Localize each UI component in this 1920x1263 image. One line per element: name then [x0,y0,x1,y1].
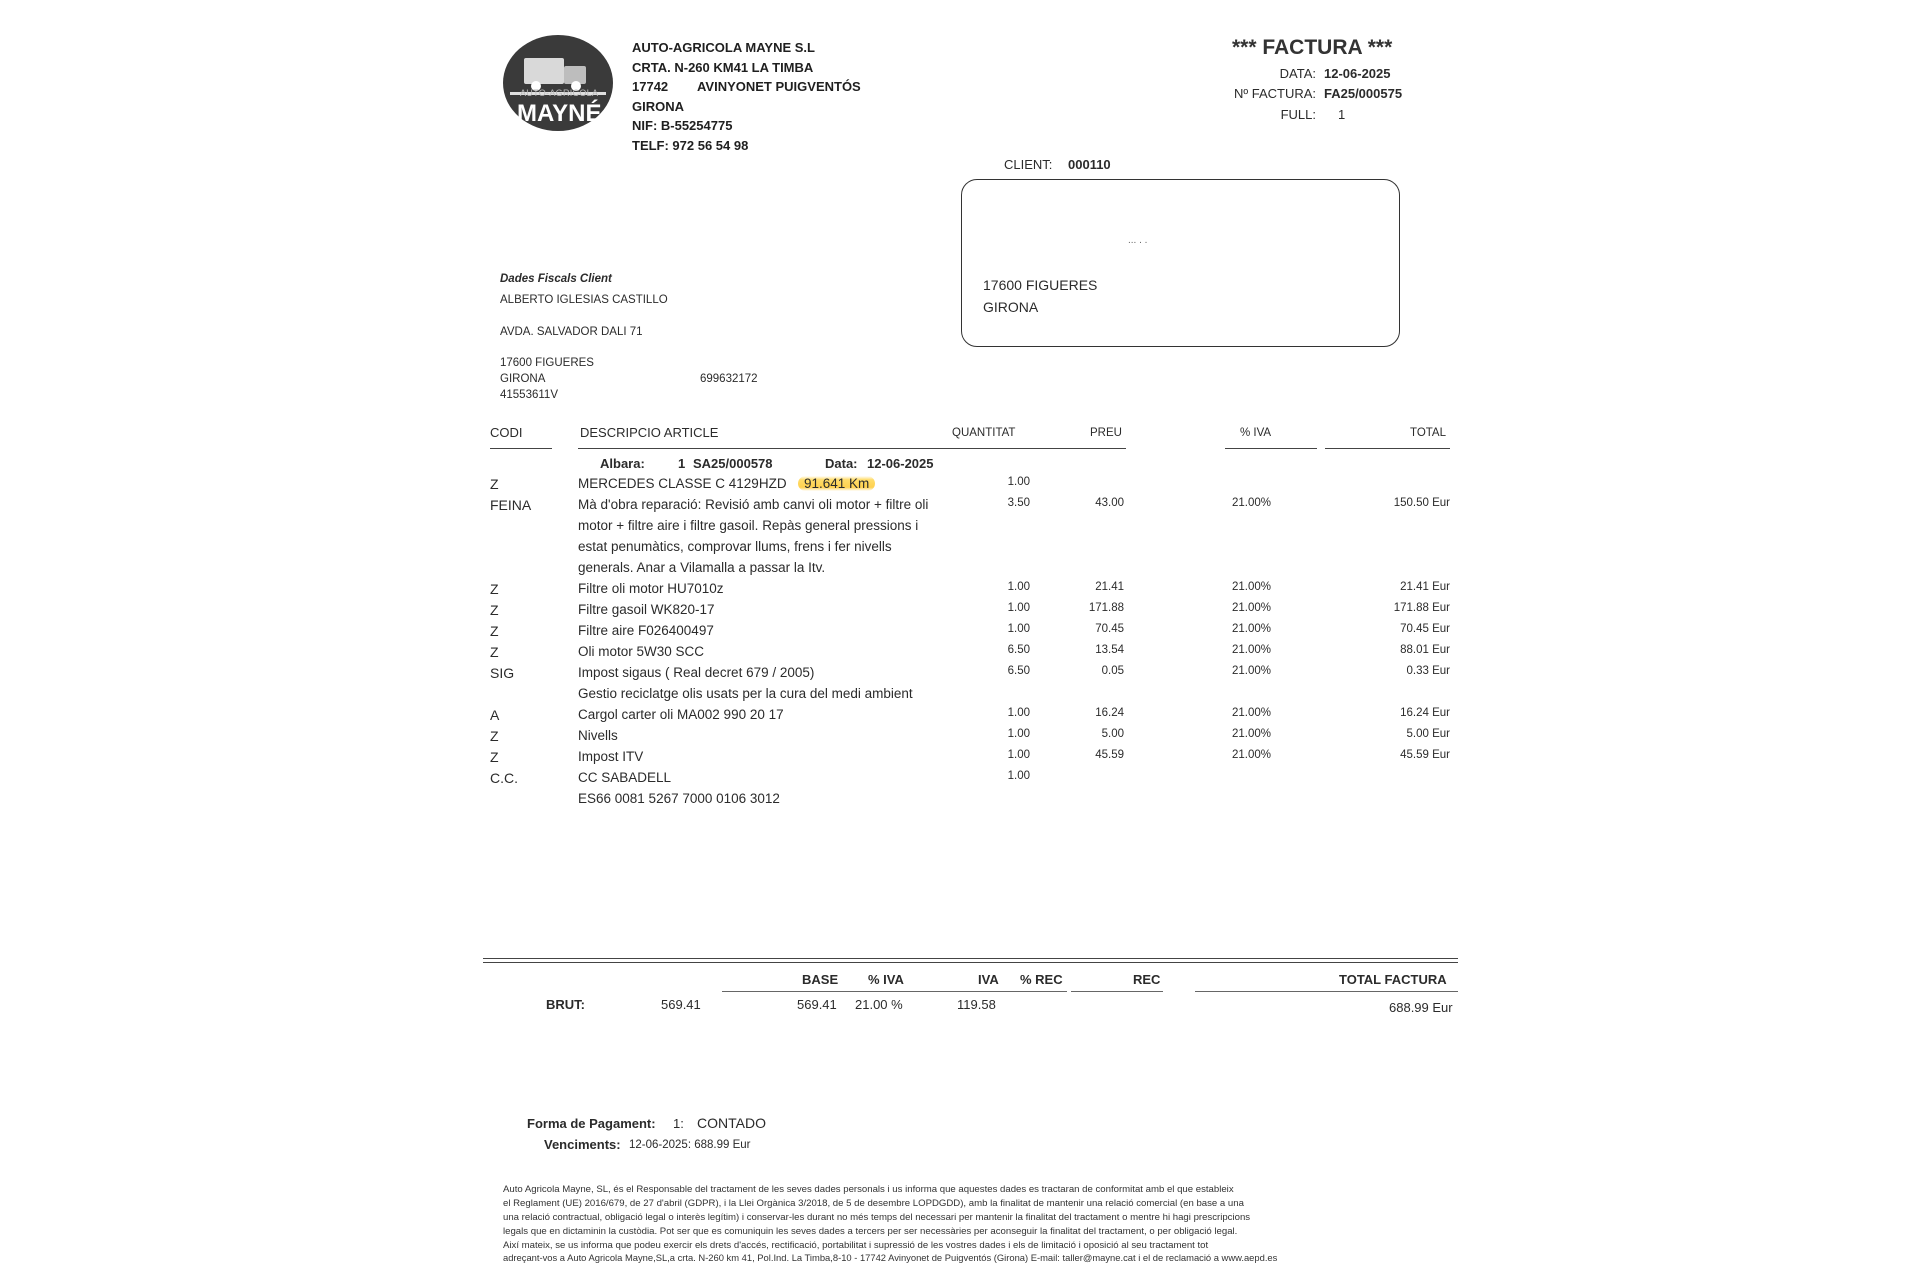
row-qty: 1.00 [1007,770,1030,782]
table-row [0,749,1920,770]
col-header-total: TOTAL [1410,427,1446,439]
base-value: 569.41 [797,997,837,1012]
brut-value: 569.41 [661,997,701,1012]
fiscal-heading: Dades Fiscals Client [500,273,612,285]
table-row [0,770,1920,791]
row-total: 16.24 Eur [1400,707,1450,719]
labour-price: 43.00 [1095,497,1124,509]
labour-code: FEINA [490,497,532,513]
row-desc: Oli motor 5W30 SCC [578,644,705,659]
row-desc: Gestio reciclatge olis usats per la cura del medi ambient [578,686,913,701]
payment-code: 1: [673,1116,684,1131]
company-phone: TELF: 972 56 54 98 [632,138,749,153]
col-header-price: PREU [1090,427,1122,439]
company-nif: NIF: B-55254775 [632,118,733,133]
company-city: AVINYONET PUIGVENTÓS [697,79,861,94]
row-price: 16.24 [1095,707,1124,719]
invoice-title: *** FACTURA *** [1232,36,1393,59]
client-code: 000110 [1068,157,1111,172]
legal-line-3: una relació contractual, obligació legal o interès legítim) i conservar-les durant no més temps del necessari per mantenir la finalitat del tractament o mentre hi hagi prescripcions [503,1212,1251,1223]
vehicle-row [0,476,1920,497]
table-row [0,665,1920,686]
vehicle-code: Z [490,476,499,492]
invoice-date-label: DATA: [1279,66,1316,81]
invoice-sheet: 1 [1338,107,1346,122]
row-qty: 1.00 [1007,581,1030,593]
table-row [0,728,1920,749]
totals-rule-rec [1071,991,1163,992]
row-price: 45.59 [1095,749,1124,761]
row-qty: 6.50 [1007,665,1030,677]
row-code: A [490,707,500,723]
company-address: CRTA. N-260 KM41 LA TIMBA [632,60,814,75]
row-code: Z [490,728,499,744]
logo-brand-text: MAYNÉ [517,100,602,127]
totals-header-rec-pct: % REC [1020,972,1063,987]
row-iva: 21.00% [1231,728,1271,740]
totals-header-iva: IVA [978,972,999,987]
row-desc: Filtre gasoil WK820-17 [578,602,715,617]
row-total: 0.33 Eur [1406,665,1450,677]
header-rule-desc [578,448,878,449]
labour-qty: 3.50 [1007,497,1030,509]
legal-line-2: el Reglament (UE) 2016/679, de 27 d'abril (GDPR), i la Llei Orgànica 3/2018, de 5 de desembre LOPDGDD), amb la finalitat de mantenir una relació comercial (en base a una [503,1198,1244,1209]
row-total: 5.00 Eur [1406,728,1450,740]
brut-label: BRUT: [546,997,585,1012]
row-desc: Impost ITV [578,749,644,764]
albara-num: 1 [678,456,686,471]
totals-header-iva-pct: % IVA [868,972,904,987]
col-header-desc: DESCRIPCIO ARTICLE [580,425,719,440]
table-row [0,602,1920,623]
row-code: Z [490,749,499,765]
row-desc: ES66 0081 5267 7000 0106 3012 [578,791,780,806]
logo-top-text: AUTO-AGRICOLA [520,88,599,98]
col-header-code: CODI [490,425,523,440]
legal-line-4: legals que en dictaminin la custòdia. Pot ser que es comuniquin les seves dades a tercers per ser necessàries per aconseguir la finalitat del tractament, o per obligació legal. [503,1226,1238,1237]
fiscal-postal: 17600 FIGUERES [500,357,594,369]
row-total: 70.45 Eur [1400,623,1450,635]
header-rule-iva [1225,448,1317,449]
table-row [0,686,1920,707]
labour-line-4: generals. Anar a Vilamalla a passar la Itv. [578,560,826,575]
client-address-box [961,179,1400,347]
row-qty: 1.00 [1007,602,1030,614]
row-code: Z [490,623,499,639]
labour-row-cont [0,518,1920,539]
table-row [0,707,1920,728]
table-row [0,623,1920,644]
row-price: 70.45 [1095,623,1124,635]
row-desc: Impost sigaus ( Real decret 679 / 2005) [578,665,815,680]
row-qty: 1.00 [1007,728,1030,740]
labour-line-3: estat penumàtics, comprovar llums, frens i fer nivells [578,539,892,554]
header-rule-code [490,448,552,449]
payment-method: CONTADO [697,1115,766,1131]
row-price: 21.41 [1095,581,1124,593]
row-qty: 1.00 [1007,623,1030,635]
row-desc: CC SABADELL [578,770,672,785]
row-iva: 21.00% [1231,602,1271,614]
client-box-line1: 17600 FIGUERES [983,277,1098,293]
totals-rule-total [1195,991,1458,992]
iva-value: 119.58 [957,997,996,1012]
labour-iva: 21.00% [1231,497,1271,509]
row-iva: 21.00% [1231,749,1271,761]
fiscal-id: 41553611V [500,389,558,401]
row-code: Z [490,581,499,597]
labour-line-1: Mà d'obra reparació: Revisió amb canvi oli motor + filtre oli [578,497,929,512]
albara-date-label: Data: [825,456,858,471]
invoice-date: 12-06-2025 [1324,66,1391,81]
row-price: 13.54 [1095,644,1124,656]
row-code: SIG [490,665,515,681]
row-iva: 21.00% [1231,581,1271,593]
row-desc: Filtre aire F026400497 [578,623,714,638]
fiscal-phone: 699632172 [700,373,758,385]
row-code: C.C. [490,770,518,786]
col-header-qty: QUANTITAT [952,427,1016,439]
due-label: Venciments: [544,1137,621,1152]
col-header-iva: % IVA [1240,427,1272,439]
table-row [0,644,1920,665]
company-logo [502,34,614,132]
totals-header-rec: REC [1133,972,1161,987]
invoice-number: FA25/000575 [1324,86,1403,101]
fiscal-address: AVDA. SALVADOR DALI 71 [500,326,643,338]
table-row [0,791,1920,812]
invoice-number-label: Nº FACTURA: [1233,86,1316,101]
row-qty: 6.50 [1007,644,1030,656]
row-code: Z [490,644,499,660]
albara-date: 12-06-2025 [867,456,934,471]
labour-row-cont [0,560,1920,581]
row-price: 171.88 [1088,602,1124,614]
totals-header-base: BASE [802,972,839,987]
header-rule-total [1325,448,1450,449]
labour-line-2: motor + filtre aire i filtre gasoil. Repàs general pressions i [578,518,919,533]
totals-rule-left [722,991,1067,992]
fiscal-province: GIRONA [500,373,546,385]
row-total: 171.88 Eur [1393,602,1450,614]
row-code: Z [490,602,499,618]
vehicle-qty: 1.00 [1007,476,1030,488]
row-price: 0.05 [1101,665,1124,677]
albara-label: Albara: [600,456,645,471]
company-name: AUTO-AGRICOLA MAYNE S.L [632,40,815,55]
totals-double-rule-bottom [483,962,1458,963]
total-factura-value: 688.99 Eur [1389,1000,1453,1015]
company-province: GIRONA [632,99,684,114]
row-desc: Cargol carter oli MA002 990 20 17 [578,707,784,722]
client-label: CLIENT: [1004,157,1053,172]
vehicle-desc: MERCEDES CLASSE C 4129HZD [578,476,787,491]
row-qty: 1.00 [1007,749,1030,761]
row-total: 45.59 Eur [1400,749,1450,761]
due-value: 12-06-2025: 688.99 Eur [629,1139,751,1151]
row-price: 5.00 [1101,728,1124,740]
legal-line-1: Auto Agricola Mayne, SL, és el Responsable del tractament de les seves dades personals i us informa que aquestes dades es tractaran de conformitat amb el que estableix [503,1184,1234,1195]
row-desc: Nivells [578,728,618,743]
labour-row [0,497,1920,518]
iva-pct-value: 21.00 % [855,997,903,1012]
labour-total: 150.50 Eur [1393,497,1450,509]
row-iva: 21.00% [1231,665,1271,677]
labour-row-cont [0,539,1920,560]
vehicle-km-highlight: 91.641 Km [798,476,875,491]
totals-header-total: TOTAL FACTURA [1339,972,1447,987]
row-total: 21.41 Eur [1400,581,1450,593]
row-desc: Filtre oli motor HU7010z [578,581,724,596]
fiscal-name: ALBERTO IGLESIAS CASTILLO [500,294,668,306]
company-postal: 17742 [632,79,669,94]
client-box-dots: ... . . [1128,235,1148,246]
legal-line-5: Així mateix, se us informa que podeu exercir els drets d'accés, rectificació, portabilitat i supressió de les vostres dades i els de limitació i oposició al seu tractament tot [503,1240,1209,1251]
payment-label: Forma de Pagament: [527,1116,656,1131]
client-box-line2: GIRONA [983,299,1039,315]
legal-line-6: adreçant-vos a Auto Agricola Mayne,SL,a crta. N-260 km 41, Pol.Ind. La Timba,8-10 - 17742 Avinyonet de Puigventós (Girona) E-mail: taller@mayne.cat i el de reclamació a www.aepd.es [503,1252,1278,1263]
invoice-sheet-label: FULL: [1280,107,1316,122]
totals-double-rule-top [483,958,1458,959]
row-iva: 21.00% [1231,644,1271,656]
row-iva: 21.00% [1231,623,1271,635]
albara-ref: SA25/000578 [693,456,773,471]
row-iva: 21.00% [1231,707,1271,719]
header-rule-qty-price [878,448,1126,449]
row-total: 88.01 Eur [1400,644,1450,656]
table-row [0,581,1920,602]
row-qty: 1.00 [1007,707,1030,719]
